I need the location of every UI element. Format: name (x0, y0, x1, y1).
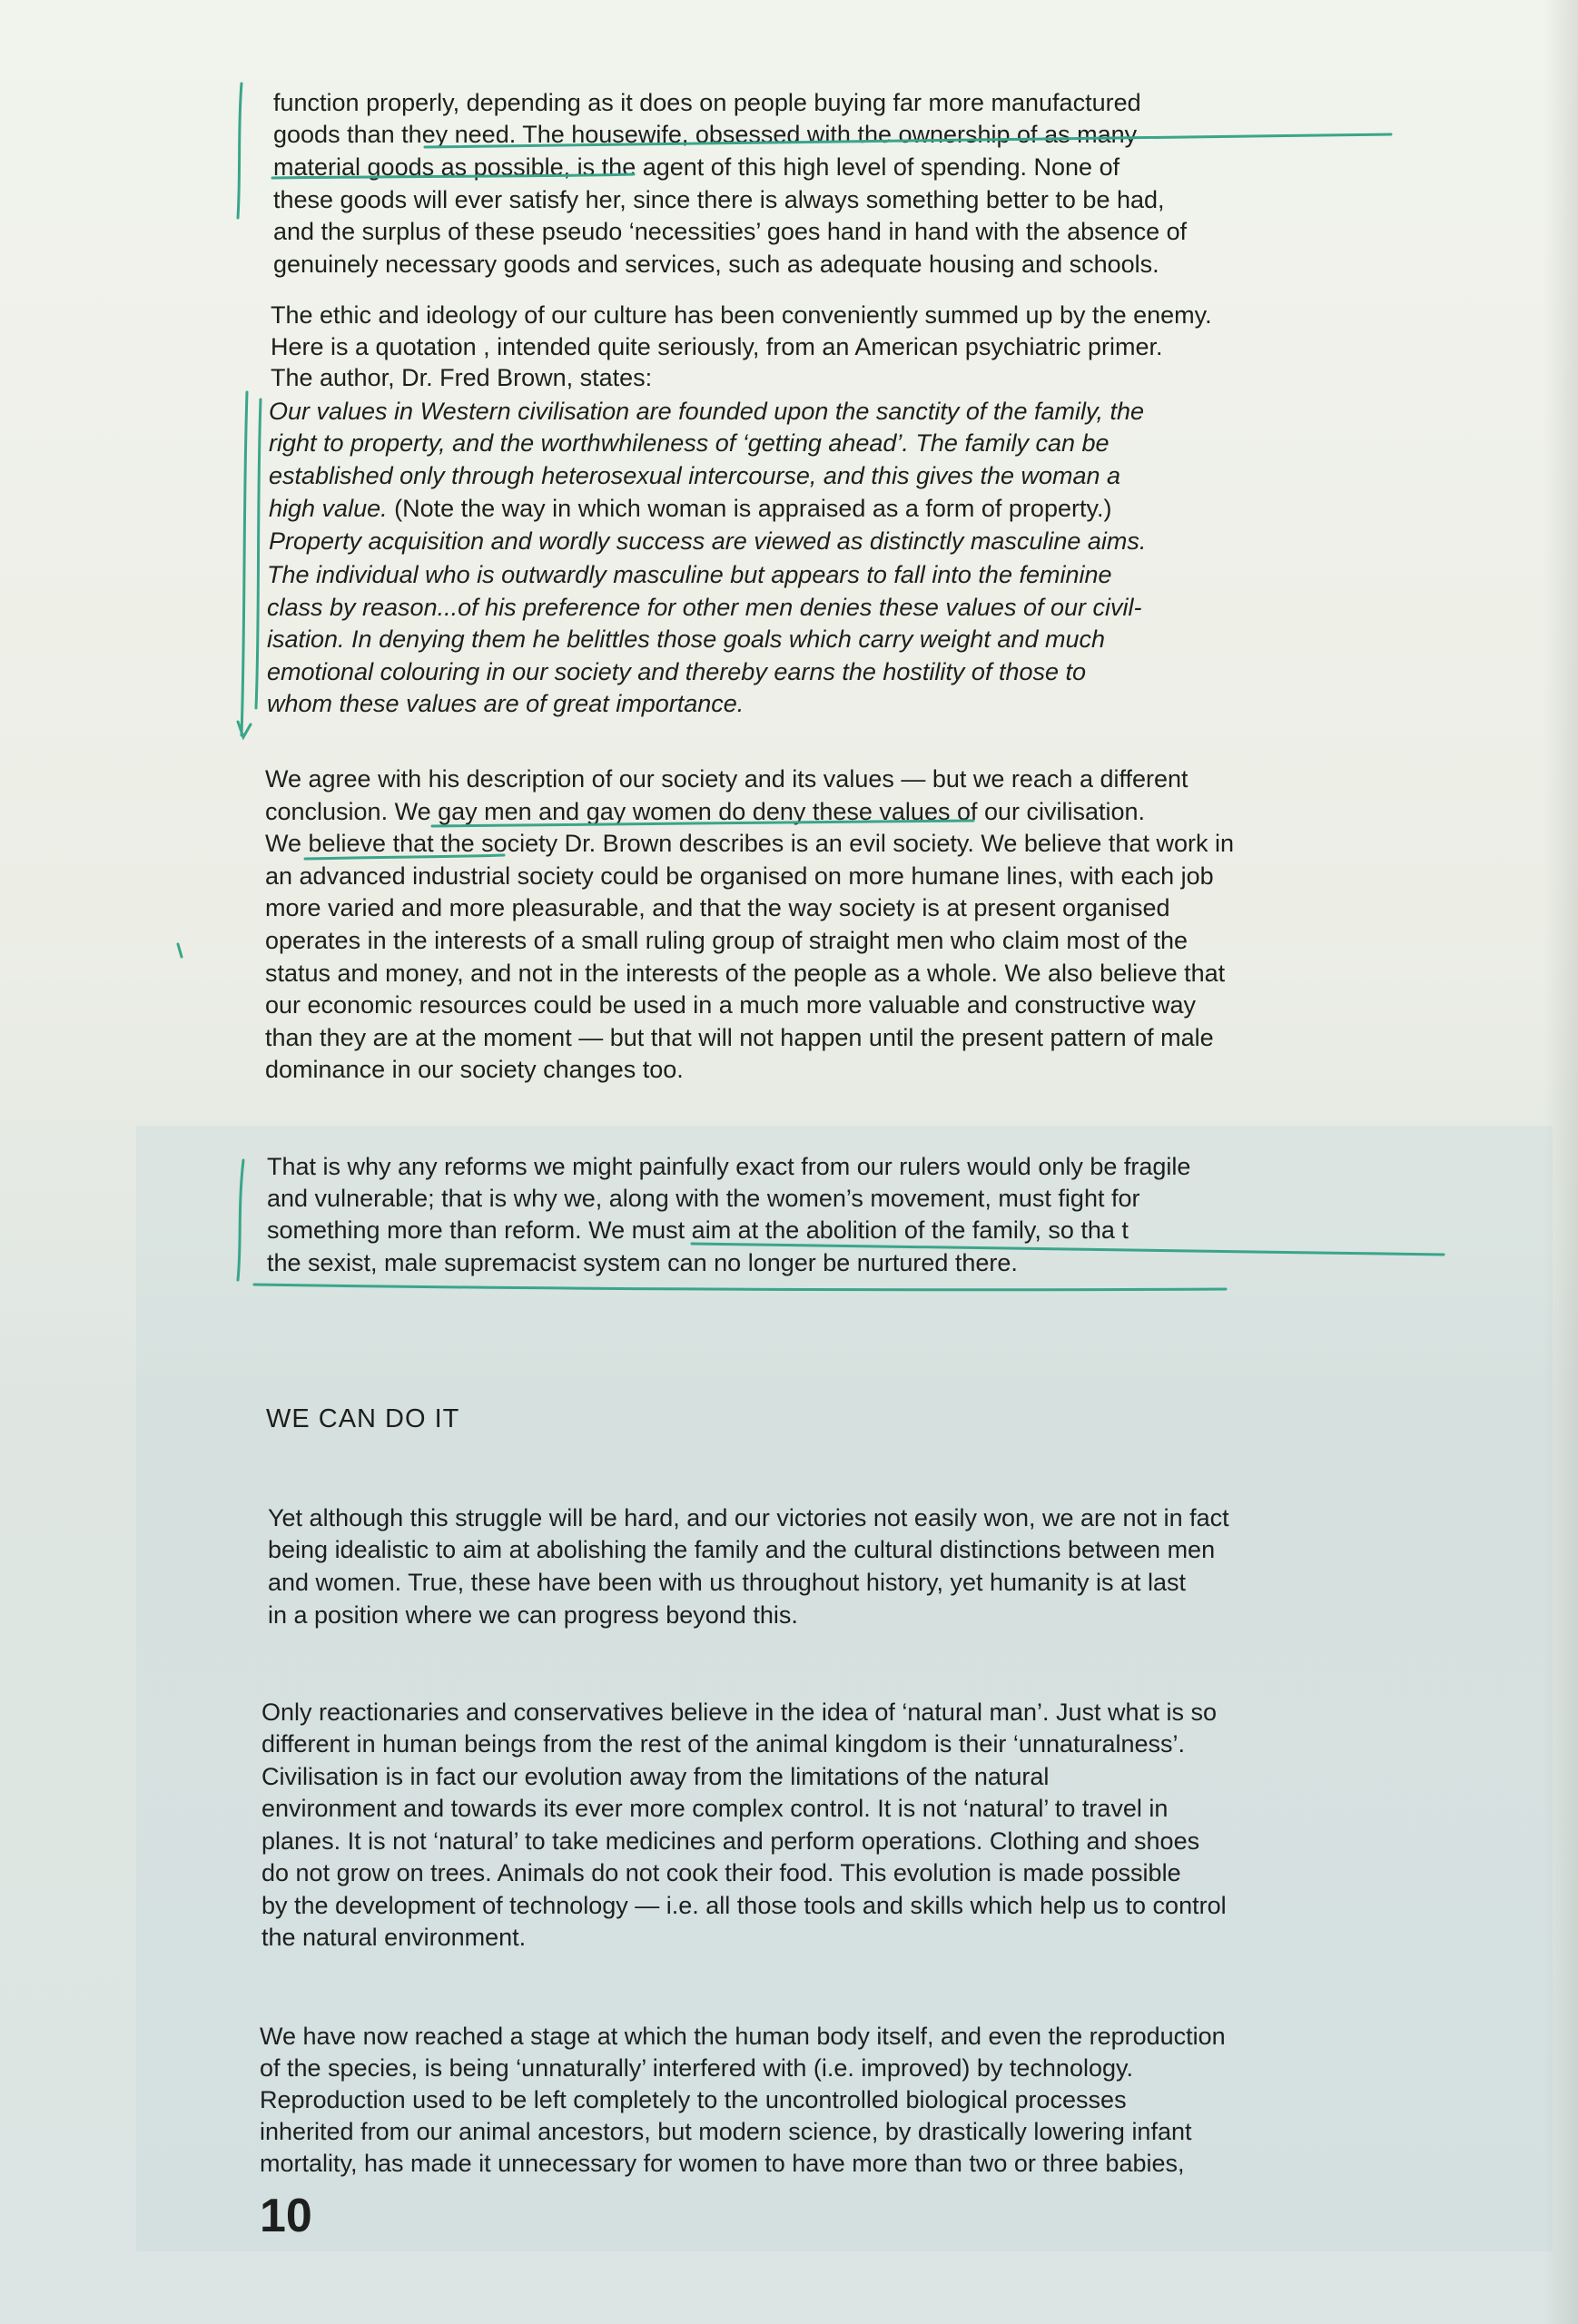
text-line: Only reactionaries and conservatives believe in the idea of ‘natural man’. Just what is so (261, 1699, 1218, 1726)
text-line: genuinely necessary goods and services, such as adequate housing and schools. (273, 251, 1159, 278)
quote-line: emotional colouring in our society and thereby earns the hostility of those to (267, 658, 1087, 685)
text-line: being idealistic to aim at abolishing the family and the cultural distinctions between men (268, 1536, 1216, 1563)
text-line: conclusion. We gay men and gay women do deny these values of our civilisation. (265, 798, 1146, 825)
quote-line (269, 493, 1111, 526)
quote-line: right to property, and the worthwhileness of ‘getting ahead’. The family can be (269, 429, 1110, 457)
quote-fragment: high value. (269, 495, 388, 522)
text-line: The ethic and ideology of our culture has been conveniently summed up by the enemy. (271, 301, 1212, 329)
text-line: do not grow on trees. Animals do not cook their food. This evolution is made possible (261, 1859, 1181, 1886)
text-line: dominance in our society changes too. (265, 1056, 684, 1083)
text-line: That is why any reforms we might painfully exact from our rulers would only be fragile (267, 1153, 1191, 1180)
text-line: The author, Dr. Fred Brown, states: (271, 364, 653, 391)
quote-line: established only through heterosexual intercourse, and this gives the woman a (269, 462, 1121, 489)
quote-line: class by reason...of his preference for other men denies these values of our civil- (267, 594, 1142, 621)
text-line: and women. True, these have been with us throughout history, yet humanity is at last (268, 1569, 1187, 1596)
text-line: our economic resources could be used in a much more valuable and constructive way (265, 991, 1197, 1019)
section-heading: WE CAN DO IT (266, 1404, 460, 1433)
text-line: Reproduction used to be left completely to the uncontrolled biological processes (260, 2086, 1127, 2113)
text-line: function properly, depending as it does on people buying far more manufactured (273, 89, 1141, 116)
text-line: We agree with his description of our society and its values — but we reach a different (265, 765, 1188, 793)
quote-line: whom these values are of great importance. (267, 690, 745, 717)
text-line: the sexist, male supremacist system can no longer be nurtured there. (267, 1249, 1018, 1276)
text-line: more varied and more pleasurable, and that the way society is at present organised (265, 894, 1170, 921)
text-line: Yet although this struggle will be hard, and our victories not easily won, we are not in fact (268, 1504, 1229, 1531)
text-line: in a position where we can progress beyond this. (268, 1601, 798, 1629)
text-line: different in human beings from the rest of the animal kingdom is their ‘unnaturalness’. (261, 1730, 1186, 1758)
editorial-note: (Note the way in which woman is appraised as a form of property.) (387, 495, 1112, 522)
text-line: something more than reform. We must aim at the abolition of the family, so tha t (267, 1216, 1129, 1244)
text-line: the natural environment. (261, 1924, 527, 1951)
text-line: and the surplus of these pseudo ‘necessities’ goes hand in hand with the absence of (273, 218, 1188, 245)
quote-line: Property acquisition and wordly success are viewed as distinctly masculine aims. (269, 527, 1147, 555)
text-line: material goods as possible, is the agent of this high level of spending. None of (273, 153, 1120, 181)
text-line: operates in the interests of a small ruling group of straight men who claim most of the (265, 927, 1188, 954)
text-line: environment and towards its ever more complex control. It is not ‘natural’ to travel in (261, 1795, 1169, 1822)
text-line: status and money, and not in the interests of the people as a whole. We also believe that (265, 960, 1226, 987)
text-line: an advanced industrial society could be organised on more humane lines, with each job (265, 862, 1214, 890)
text-line: goods than they need. The housewife, obsessed with the ownership of as many (273, 121, 1138, 148)
text-line: inherited from our animal ancestors, but modern science, by drastically lowering infant (260, 2118, 1192, 2145)
text-line: Here is a quotation , intended quite seriously, from an American psychiatric primer. (271, 333, 1163, 360)
quote-line: isation. In denying them he belittles those goals which carry weight and much (267, 625, 1106, 653)
text-line: We have now reached a stage at which the human body itself, and even the reproduction (260, 2023, 1226, 2050)
text-line: than they are at the moment — but that will not happen until the present pattern of male (265, 1024, 1214, 1051)
text-line: We believe that the society Dr. Brown describes is an evil society. We believe that work in (265, 830, 1234, 857)
text-line: mortality, has made it unnecessary for women to have more than two or three babies, (260, 2150, 1185, 2177)
quote-line: The individual who is outwardly masculine but appears to fall into the feminine (267, 561, 1112, 588)
text-line: of the species, is being ‘unnaturally’ interfered with (i.e. improved) by technology. (260, 2054, 1133, 2082)
text-line: planes. It is not ‘natural’ to take medicines and perform operations. Clothing and shoes (261, 1827, 1200, 1855)
page-number: 10 (260, 2190, 312, 2242)
text-line: these goods will ever satisfy her, since there is always something better to be had, (273, 186, 1165, 213)
text-line: by the development of technology — i.e. all those tools and skills which help us to control (261, 1892, 1227, 1919)
text-line: and vulnerable; that is why we, along with the women’s movement, must fight for (267, 1185, 1140, 1212)
quote-line: Our values in Western civilisation are founded upon the sanctity of the family, the (269, 398, 1145, 425)
text-line: Civilisation is in fact our evolution away from the limitations of the natural (261, 1763, 1050, 1790)
